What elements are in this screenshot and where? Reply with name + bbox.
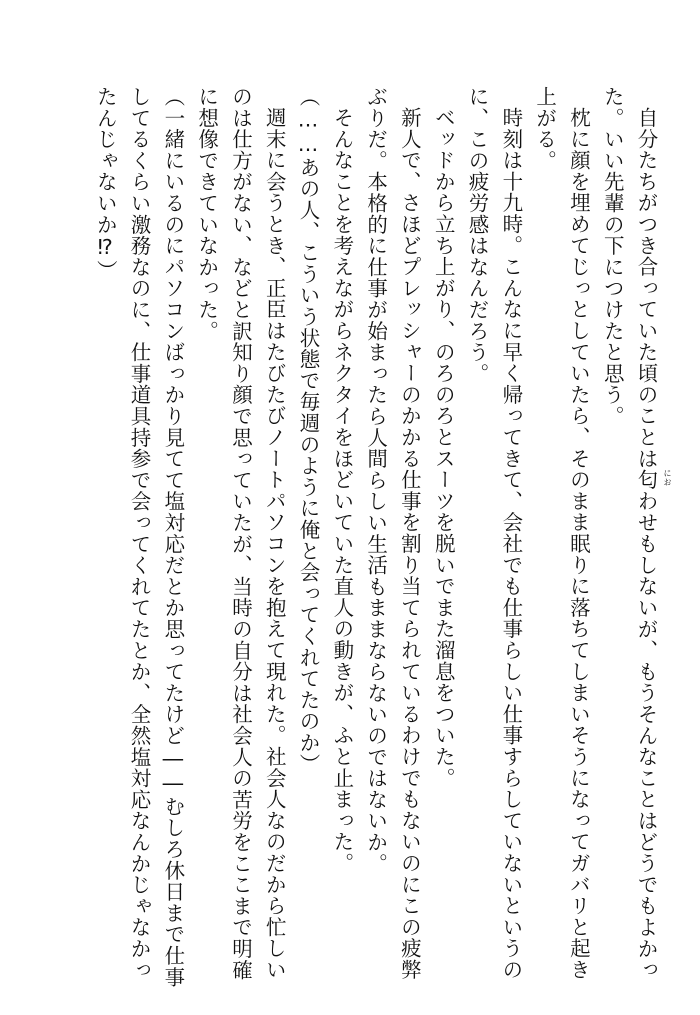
text-line-8: 新人で、さほどプレッシャーのかかる仕事を割り当てられているわけでもないのにこの疲弊 [397,106,422,980]
text-line-15: （一緒にいるのにパソコンばっかり見てて塩対応だとか思ってたけど――むしろ休日まで仕事 [160,86,185,988]
text-line-7: ベッドから立ち上がり、のろのろとスーツを脱いでまた溜息をついた。 [431,106,456,789]
text-line-11: （……あの人、こういう状態で毎週のように俺と会ってくれてたのか） [296,86,321,775]
text-line-3: 枕に顔を埋めてじっとしていたら、そのまま眠りに落ちてしまいそうになってガバリと起き [566,106,591,980]
text-line-2: た。いい先輩の下につけたと思う。 [600,86,625,427]
text-line-17: たんじゃないか⁉） [93,86,118,282]
text-line-1: 自分たちがつき合っていた頃のことは匂 にお わせもしないが、もうそんなことはどうでもよかっ [628,86,662,966]
text-line-9: ぶりだ。本格的に仕事が始まったら人間らしい生活もままならないのではないか。 [363,86,388,875]
ruby-reading: にお [663,468,672,487]
text-line-16: してるくらい激務なのに、仕事道具持参で会ってくれてたとか、全然塩対応なんかじゃなかっ [127,86,152,981]
vertical-text-body [87,86,672,988]
text-line-10: そんなことを考えながらネクタイをほどいていた直人の動きが、ふと止まった。 [329,106,354,874]
text-line-6: に、この疲労感はなんだろう。 [465,86,490,385]
text-line-4: 上がる。 [532,86,557,172]
ruby-base: 匂 にお [634,468,672,490]
text-line-13: のは仕方がない、などと訳知り顔で思っていたが、当時の自分は社会人の苦労をここまで明確 [228,86,253,981]
text-line-14: に想像できていなかった。 [194,86,219,342]
text-line-12: 週末に会うとき、正臣はたびたびノートパソコンを抱えて現れた。社会人なのだから忙しい [262,106,287,980]
text-line-5: 時刻は十九時。こんなに早く帰ってきて、会社でも仕事らしい仕事すらしていないというの [498,106,523,980]
